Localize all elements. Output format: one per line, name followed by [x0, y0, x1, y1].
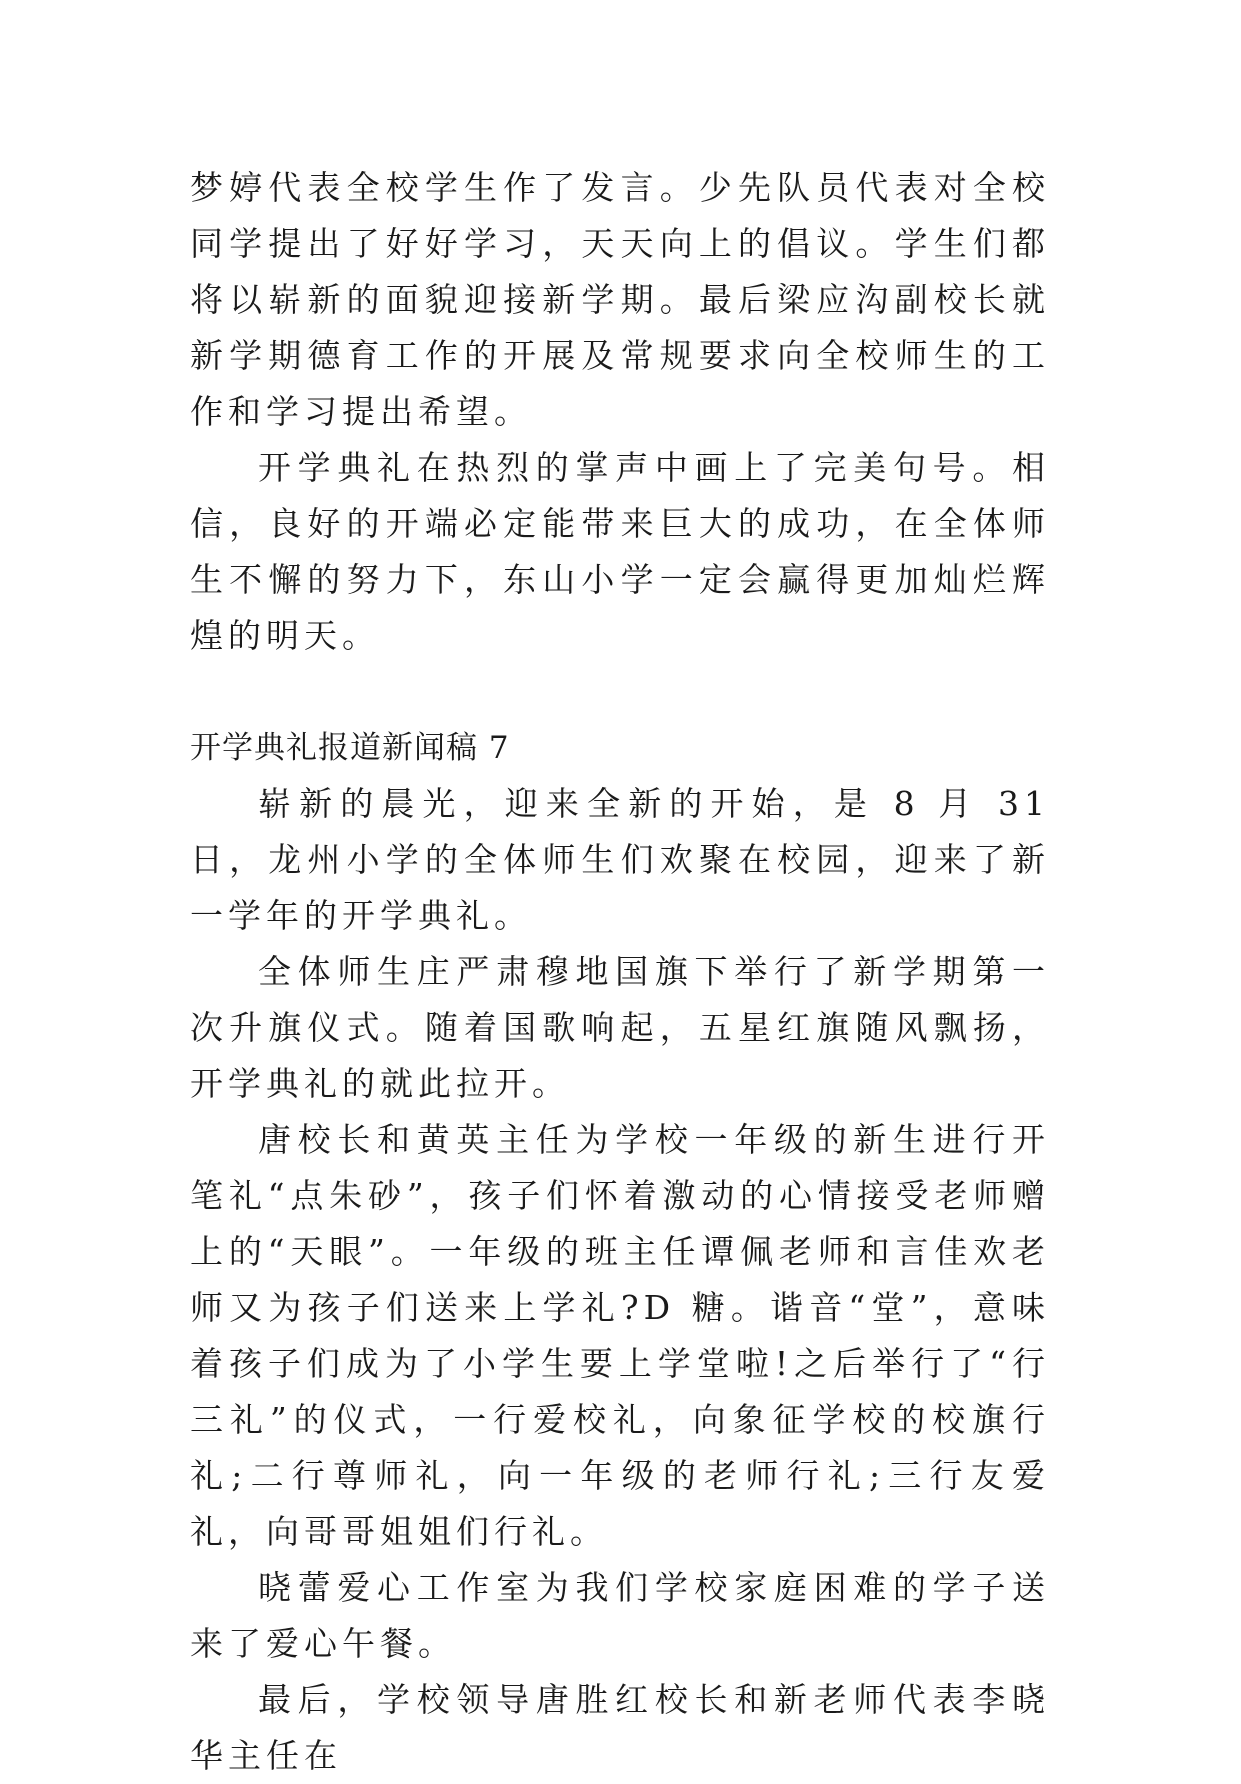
- section-title: 开学典礼报道新闻稿 7: [190, 730, 510, 766]
- spacer: [190, 664, 1050, 720]
- paragraph: 唐校长和黄英主任为学校一年级的新生进行开笔礼“点朱砂”，孩子们怀着激动的心情接受老师赠上的“天眼”。一年级的班主任谭佩老师和言佳欢老师又为孩子们送来上学礼?D 糖。谐音“堂”，意味着孩子们成为了小学生要上学堂啦!之后举行了“行三礼”的仪式，一行爱校礼，向象征学校的校旗行礼;二行尊师礼，向一年级的老师行礼;三行友爱礼，向哥哥姐姐们行礼。: [190, 1120, 1050, 1551]
- paragraph: 崭新的晨光，迎来全新的开始，是 8 月 31 日，龙州小学的全体师生们欢聚在校园，迎来了新一学年的开学典礼。: [190, 784, 1050, 935]
- paragraph: 最后，学校领导唐胜红校长和新老师代表李晓华主任在: [190, 1680, 1050, 1775]
- paragraph: 梦婷代表全校学生作了发言。少先队员代表对全校同学提出了好好学习，天天向上的倡议。学生们都将以崭新的面貌迎接新学期。最后梁应沟副校长就新学期德育工作的开展及常规要求向全校师生的工作和学习提出希望。: [190, 168, 1050, 431]
- paragraph: 开学典礼在热烈的掌声中画上了完美句号。相信，良好的开端必定能带来巨大的成功，在全体师生不懈的努力下，东山小学一定会赢得更加灿烂辉煌的明天。: [190, 448, 1050, 655]
- paragraph: 晓蕾爱心工作室为我们学校家庭困难的学子送来了爱心午餐。: [190, 1568, 1050, 1663]
- paragraph: 全体师生庄严肃穆地国旗下举行了新学期第一次升旗仪式。随着国歌响起，五星红旗随风飘扬，开学典礼的就此拉开。: [190, 952, 1050, 1103]
- document-body: [190, 160, 1050, 1784]
